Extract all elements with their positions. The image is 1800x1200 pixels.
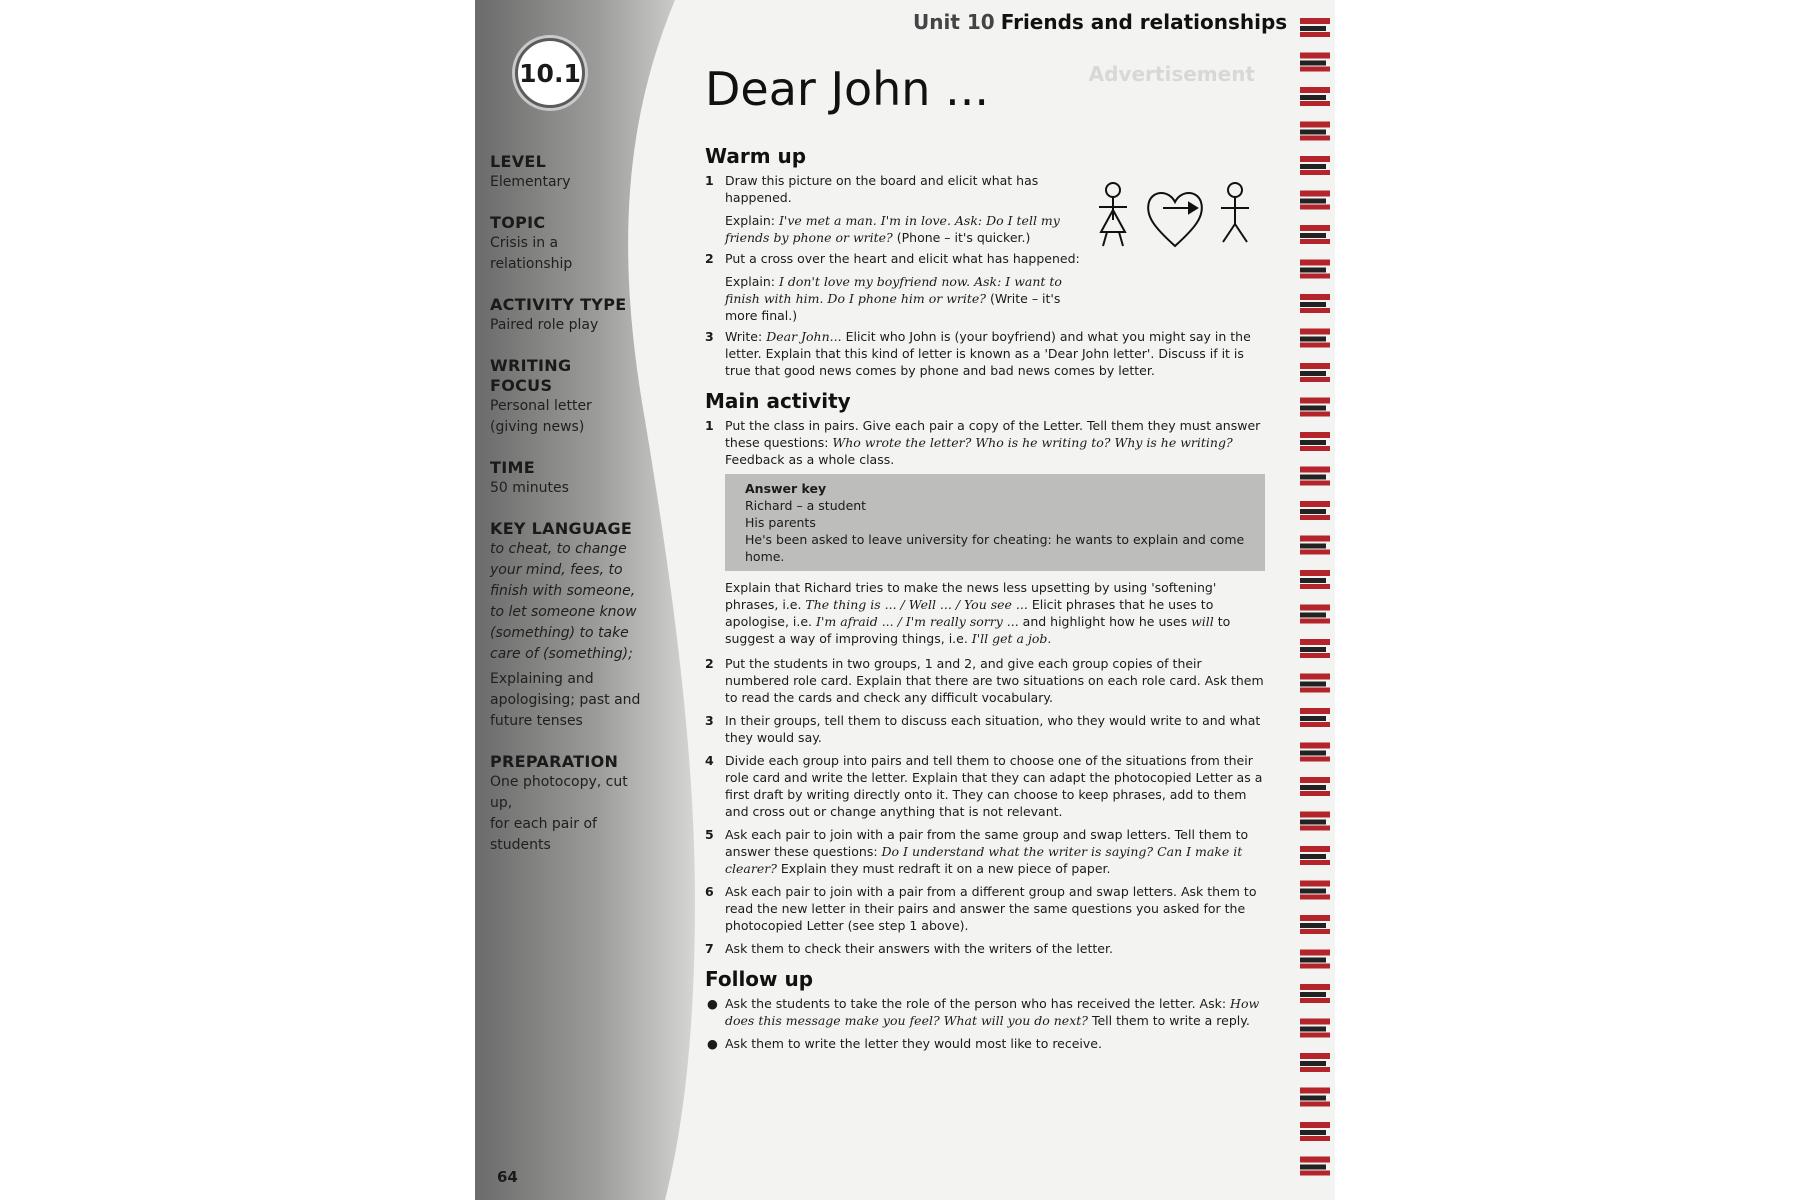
sidebar-meta <box>490 152 650 876</box>
warm-up-explain-2: Explain: I don't love my boyfriend now. Ask: I want to finish with him. Do I phone him or write? (Write – it's more final.) <box>725 274 1062 323</box>
meta-level: LEVEL Elementary <box>490 152 571 190</box>
softening-phrases-paragraph: Explain that Richard tries to make the news less upsetting by using 'softening' phrases, i.e. The thing is ... / Well ... / You see ... Elicit phrases that he uses to apologise, i.e. I'm afraid ... / I'm really sorry ... and highlight how he uses will to suggest a way of improving things, i.e. I'll get a job. <box>725 580 1231 646</box>
spiral-ring <box>1300 1088 1330 1107</box>
spiral-ring <box>1300 743 1330 762</box>
warm-up-step-2: 2 Put a cross over the heart and elicit what has happened: <box>705 251 1080 266</box>
answer-line: Richard – a student <box>745 498 867 513</box>
spiral-ring <box>1300 605 1330 624</box>
spiral-ring <box>1300 777 1330 796</box>
main-activity-heading: Main activity <box>705 389 851 413</box>
main-step-1: 1 Put the class in pairs. Give each pair a copy of the Letter. Tell them they must answer these questions: Who wrote the letter? Who is he writing to? Why is he writing? Feedback as a whole class. <box>705 418 1261 467</box>
spiral-ring <box>1300 191 1330 210</box>
spiral-ring <box>1300 501 1330 520</box>
spiral-ring <box>1300 915 1330 934</box>
answer-key-box <box>725 474 1265 571</box>
meta-writing-focus: WRITING FOCUS Personal letter (giving news) <box>490 356 592 435</box>
spiral-ring <box>1300 156 1330 175</box>
answer-line: His parents <box>745 515 816 530</box>
warm-up-step-1: 1 Draw this picture on the board and elicit what has happened. <box>705 173 1039 205</box>
meta-time: TIME 50 minutes <box>490 458 569 496</box>
spiral-ring <box>1300 225 1330 244</box>
spiral-ring <box>1300 846 1330 865</box>
spiral-ring <box>1300 329 1330 348</box>
spiral-ring <box>1300 1157 1330 1176</box>
spiral-ring <box>1300 1053 1330 1072</box>
main-step-3: 3 In their groups, tell them to discuss each situation, who they would write to and what they would say. <box>705 713 1261 745</box>
main-step-6: 6 Ask each pair to join with a pair from a different group and swap letters. Ask them to read the new letter in their pairs and answer the same questions you asked for the photocopied Letter (see step 1 above). <box>705 884 1257 933</box>
spiral-ring <box>1300 639 1330 658</box>
spiral-ring <box>1300 260 1330 279</box>
spiral-ring <box>1300 467 1330 486</box>
unit-title: Friends and relationships <box>1000 10 1288 34</box>
unit-number: Unit 10 <box>913 10 995 34</box>
main-step-5: 5 Ask each pair to join with a pair from the same group and swap letters. Tell them to answer these questions: Do I understand what the writer is saying? Can I make it clearer? Explain they must redraft it on a new piece of paper. <box>705 827 1249 876</box>
spiral-ring <box>1300 984 1330 1003</box>
spiral-ring <box>1300 432 1330 451</box>
warm-up-explain-1: Explain: I've met a man. I'm in love. Ask: Do I tell my friends by phone or write? (Phone – it's quicker.) <box>725 213 1060 245</box>
activity-number-badge: 10.1 <box>515 38 585 108</box>
spiral-ring <box>1300 122 1330 141</box>
meta-preparation: PREPARATION One photocopy, cut up, for each pair of students <box>490 752 628 853</box>
main-step-2: 2 Put the students in two groups, 1 and 2, and give each group copies of their numbered role card. Explain that there are two situations on each role card. Ask them to read the cards and check any difficult vocabulary. <box>705 656 1264 705</box>
follow-up-bullet-2: ● Ask them to write the letter they would most like to receive. <box>707 1036 1102 1051</box>
warm-up-step-3: 3 Write: Dear John... Elicit who John is (your boyfriend) and what you might say in the letter. Explain that this kind of letter is known as a 'Dear John letter'. Discuss if it is true that good news comes by phone and bad news comes by letter. <box>705 329 1251 378</box>
spiral-ring <box>1300 87 1330 106</box>
spiral-ring <box>1300 536 1330 555</box>
follow-up-bullet-1: ● Ask the students to take the role of the person who has received the letter. Ask: How does this message make you feel? What will you do next? Tell them to write a reply. <box>707 996 1260 1028</box>
bullet-icon: ● <box>707 996 718 1011</box>
spiral-ring <box>1300 950 1330 969</box>
spiral-binding <box>1300 14 1336 1184</box>
spiral-ring <box>1300 881 1330 900</box>
page-title: Dear John ... <box>705 62 989 116</box>
meta-topic: TOPIC Crisis in a relationship <box>490 213 573 272</box>
page-number: 64 <box>497 1168 518 1186</box>
spiral-ring <box>1300 674 1330 693</box>
spiral-ring <box>1300 363 1330 382</box>
spiral-ring <box>1300 1019 1330 1038</box>
main-step-4: 4 Divide each group into pairs and tell them to choose one of the situations from their role card and write the letter. Explain that they can adapt the photocopied Letter as a first draft by writing directly onto it. They can choose to keep phrases, add to them and cross out or change anything that is not relevant. <box>705 753 1263 819</box>
spiral-ring <box>1300 18 1330 37</box>
spiral-ring <box>1300 812 1330 831</box>
spiral-ring <box>1300 708 1330 727</box>
worksheet-page <box>475 0 1335 1200</box>
spiral-ring <box>1300 294 1330 313</box>
spiral-ring <box>1300 53 1330 72</box>
spiral-ring <box>1300 398 1330 417</box>
spiral-ring <box>1300 1122 1330 1141</box>
bullet-icon: ● <box>707 1036 718 1051</box>
meta-key-language: KEY LANGUAGE to cheat, to change your mind, fees, to finish with someone, to let someone know (something) to take care of (something); Explaining and apologising; past and future tenses <box>490 519 641 729</box>
meta-activity-type: ACTIVITY TYPE Paired role play <box>490 295 627 333</box>
answer-line: He's been asked to leave university for cheating: he wants to explain and come home. <box>745 532 1245 564</box>
unit-header <box>913 10 1287 34</box>
spiral-ring <box>1300 570 1330 589</box>
follow-up-heading: Follow up <box>705 967 814 991</box>
main-step-7: 7 Ask them to check their answers with the writers of the letter. <box>705 941 1113 956</box>
warm-up-heading: Warm up <box>705 144 807 168</box>
answer-key-title: Answer key <box>745 481 827 496</box>
main-content <box>705 144 1265 1058</box>
background-ghost-advert: Advertisement <box>1088 62 1255 86</box>
